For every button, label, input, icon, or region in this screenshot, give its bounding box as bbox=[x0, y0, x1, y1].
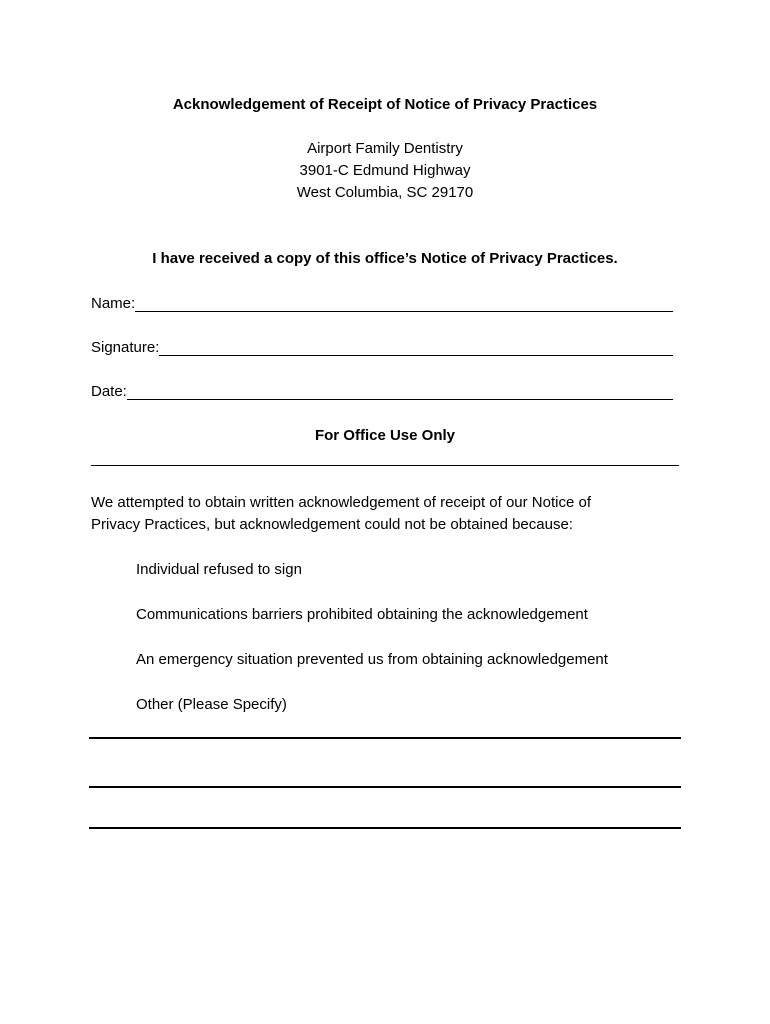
office-use-paragraph-line1: We attempted to obtain written acknowledgement of receipt of our Notice of bbox=[91, 494, 591, 511]
document-title: Acknowledgement of Receipt of Notice of Privacy Practices bbox=[172, 96, 598, 113]
signature-input-line[interactable] bbox=[159, 339, 673, 356]
name-label: Name: bbox=[91, 295, 136, 312]
date-label: Date: bbox=[91, 383, 127, 400]
office-use-heading: For Office Use Only bbox=[314, 427, 456, 444]
specify-line-1[interactable] bbox=[89, 737, 681, 739]
option-communication-barriers[interactable]: Communications barriers prohibited obtaining the acknowledgement bbox=[136, 606, 588, 623]
option-refused-to-sign[interactable]: Individual refused to sign bbox=[136, 561, 302, 578]
office-address-line1: 3901-C Edmund Highway bbox=[299, 162, 471, 179]
specify-line-2[interactable] bbox=[89, 786, 681, 788]
date-field[interactable] bbox=[91, 381, 673, 403]
date-input-line[interactable] bbox=[127, 383, 673, 400]
signature-label: Signature: bbox=[91, 339, 160, 356]
office-name: Airport Family Dentistry bbox=[307, 140, 463, 157]
option-other[interactable]: Other (Please Specify) bbox=[136, 696, 287, 713]
specify-line-3[interactable] bbox=[89, 827, 681, 829]
name-input-line[interactable] bbox=[135, 295, 673, 312]
office-use-divider bbox=[91, 465, 679, 466]
office-address-line2: West Columbia, SC 29170 bbox=[296, 184, 474, 201]
option-emergency-situation[interactable]: An emergency situation prevented us from obtaining acknowledgement bbox=[136, 651, 608, 668]
receipt-statement: I have received a copy of this office’s Notice of Privacy Practices. bbox=[152, 250, 618, 267]
name-field[interactable] bbox=[91, 293, 673, 315]
signature-field[interactable] bbox=[91, 337, 673, 359]
office-use-paragraph-line2: Privacy Practices, but acknowledgement could not be obtained because: bbox=[91, 516, 573, 533]
